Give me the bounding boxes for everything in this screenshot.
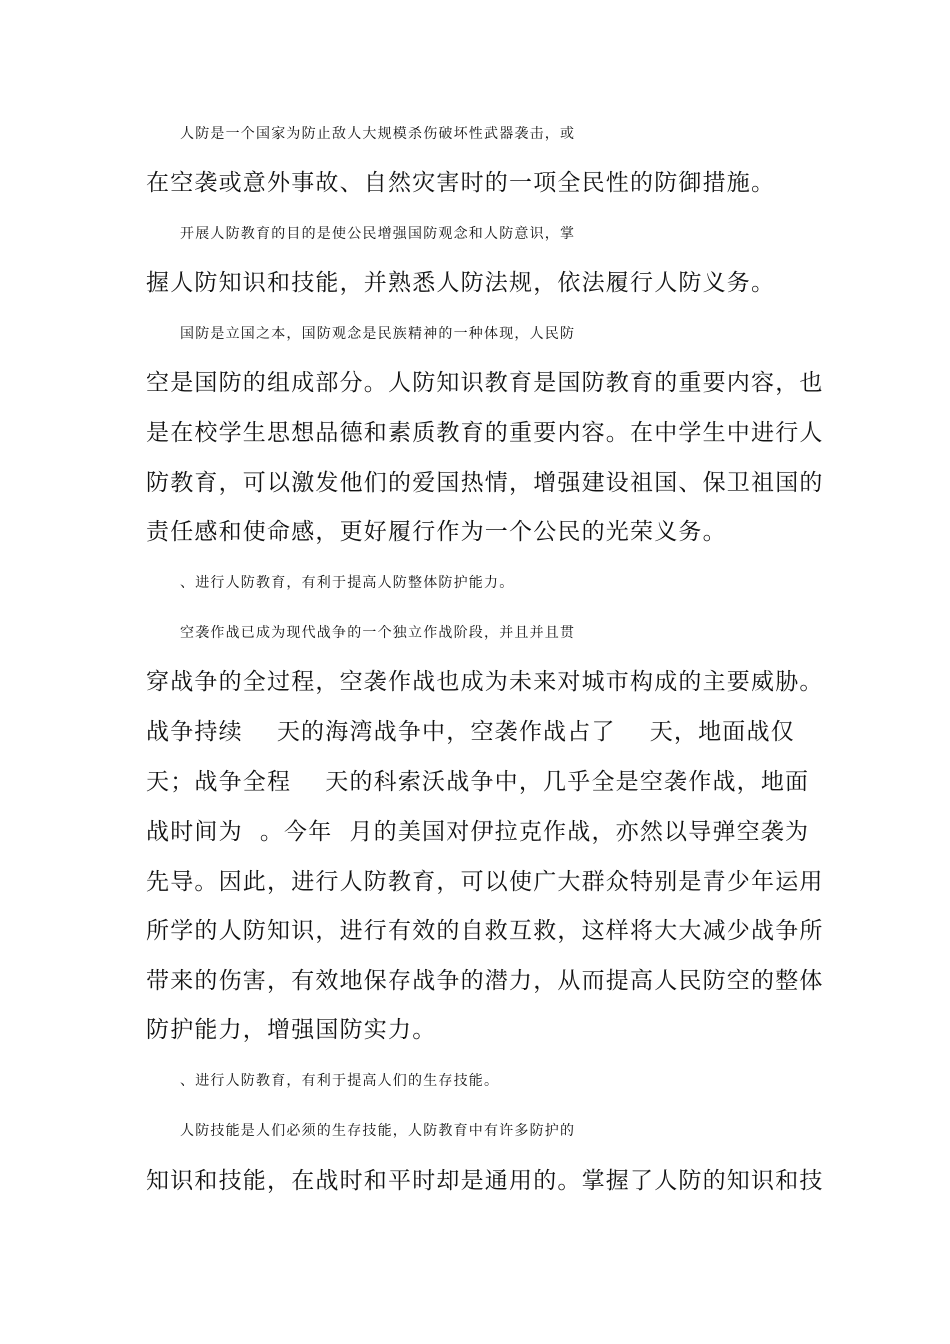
text-line: 在空袭或意外事故、自然灾害时的一项全民性的防御措施。	[146, 170, 776, 196]
text-line: 人防是一个国家为防止敌人大规模杀伤破坏性武器袭击，或	[180, 126, 576, 142]
text-line: 责任感和使命感，更好履行作为一个公民的光荣义务。	[146, 519, 727, 545]
text-line: 人防技能是人们必须的生存技能，人防教育中有许多防护的	[180, 1123, 576, 1139]
text-line: 防护能力，增强国防实力。	[146, 1017, 437, 1043]
text-line: 先导。因此，进行人防教育，可以使广大群众特别是青少年运用	[146, 869, 824, 895]
section-heading: 、进行人防教育，有利于提高人防整体防护能力。	[180, 575, 515, 591]
text-line: 空袭作战已成为现代战争的一个独立作战阶段，并且并且贯	[180, 625, 576, 641]
text-line: 战争持续 天的海湾战争中，空袭作战占了 天，地面战仅	[146, 719, 795, 745]
text-line: 战时间为 。今年 月的美国对伊拉克作战，亦然以导弹空袭为	[146, 819, 810, 845]
text-line: 握人防知识和技能，并熟悉人防法规，依法履行人防义务。	[146, 270, 776, 296]
text-line: 带来的伤害，有效地保存战争的潜力，从而提高人民防空的整体	[146, 968, 824, 994]
text-line: 开展人防教育的目的是使公民增强国防观念和人防意识，掌	[180, 226, 576, 242]
text-line: 穿战争的全过程，空袭作战也成为未来对城市构成的主要威胁。	[146, 669, 824, 695]
text-line: 天；战争全程 天的科索沃战争中，几乎全是空袭作战，地面	[146, 769, 810, 795]
text-line: 知识和技能，在战时和平时却是通用的。掌握了人防的知识和技	[146, 1168, 824, 1194]
text-line: 所学的人防知识，进行有效的自救互救，这样将大大减少战争所	[146, 918, 824, 944]
section-heading: 、进行人防教育，有利于提高人们的生存技能。	[180, 1073, 500, 1089]
text-line: 防教育，可以激发他们的爱国热情，增强建设祖国、保卫祖国的	[146, 470, 824, 496]
text-line: 国防是立国之本，国防观念是民族精神的一种体现，人民防	[180, 326, 576, 342]
text-line: 是在校学生思想品德和素质教育的重要内容。在中学生中进行人	[146, 420, 824, 446]
text-line: 空是国防的组成部分。人防知识教育是国防教育的重要内容，也	[146, 370, 824, 396]
